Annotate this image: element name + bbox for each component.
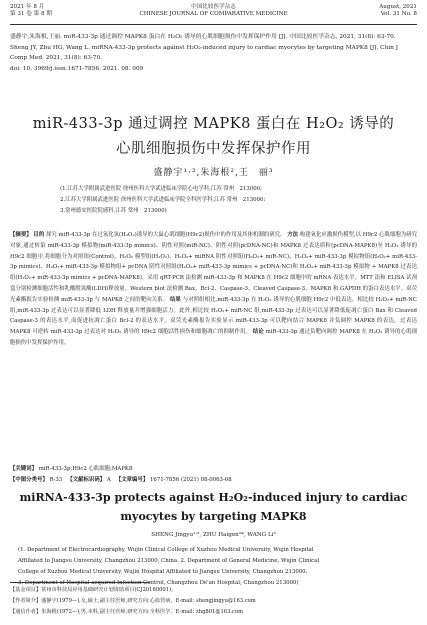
article-no-label: 【文章编号】 — [115, 476, 149, 483]
methods-text: 构建氧化应激损伤模型,以 H9c2 心肌细胞为研究对象,通过转染 miR-433-3p 模拟物(miR-433-3p mimics)、阴性对照(miR-NC)、阴性对照(pcDNA-NC)和 MAPK8 过表达质粒(pcDNA-MAPK8)至 H₂O₂ 诱导的 H9c2 细胞中,将细胞分为对照组(Control)、H₂O₂ 模型组(H₂O₂)、H₂O₂+ miRNA 阴性对照组(H₂O₂+ miR-NC)、H₂O₂+ miR-433-3p 模拟物组(H₂O₂+ miR-433-3p mimics)、H₂O₂+ miR-433-3p 模拟物组+ pcDNA 阴性对照组(H₂O₂+ miR-433-3p mimics + pcDNA-NC)和 H₂O₂+ miR-433-3p 模拟物 + MAPK8 过表达组(H₂O₂+ miR-433-3p mimics + pcDNA-MAPK8)。采用 qRT-PCR 法检测 miR-433-3p 和 MAPK8 在 H9c2 细胞中的 mRNA 表达水平。MTT 法和 ELISA 试剂盒分别检测细胞活性和乳酸脱氢酶(LDH)释放量。Western blot 法检测 Bax、Bcl-2、Caspase-3、Cleaved Caspase-3、MAPK8 和 GAPDH 的蛋白表达水平。双荧光素酶报告实验检测 miR-433-3p 与 MAPK8 之间的靶向关系。 — [10, 232, 417, 303]
footnote-funding: 【基金项目】常州市科技局应用基础研究计划资助项目(CJ20160001)。 — [10, 587, 177, 593]
header-center — [10, 4, 417, 18]
doc-code-label: 【文献标识码】 — [67, 476, 106, 483]
methods-label: 方法 — [287, 232, 299, 238]
header-volume-cn: 第 31 卷 第 8 期 — [10, 11, 52, 17]
keywords-line — [10, 464, 417, 475]
header-right — [379, 4, 417, 18]
abstract-label: 【摘要】 — [10, 232, 32, 238]
affiliation-cn-3: 3.常州德安医院院感科,江苏 常州 213000) — [60, 208, 167, 214]
journal-name-cn: 中国比较医学杂志 — [191, 4, 236, 10]
citation-en: Sheng JY, Zhu HG, Wang L. miRNA-433-3p protects against H₂O₂-induced injury to cardiac myocytes by targeting MAPK8 [J]. Chin J Comp Med, 2021, 31(8): 63-70. — [10, 44, 399, 61]
doc-code-value: A — [106, 476, 111, 483]
footnote-author-bio: 【作者简介】盛静宇(1979—),女,硕士,副主任医师,研究方向:心血管病。E-mail: shengjingyu@163.com — [10, 598, 256, 604]
results-text: 与对照组相比,miR-433-3p 在 H₂O₂ 诱导的心肌细胞 H9c2 中低表达。相比较 H₂O₂+ miR-NC 组,miR-433-3p 过表达可以显著降低 LDH 释放量并增强细胞活力。此外,相比较 H₂O₂+ miR-NC 组,miR-433-3p 过表达可以显著降低促凋亡蛋白 Bax 和 Cleaved Caspase-3 的表达水平,而促进抗凋亡蛋白 Bcl-2 的表达水平。双荧光素酶报告实验显示 miR-433-3p 可以靶向结合 MAPK8 并负调控 MAPK8 的表达。过表达 MAPK8 可逆转 miR-433-3p 过表达对 H₂O₂ 诱导的 H9c2 细胞活性损伤和细胞凋亡的抑制作用。 — [10, 296, 417, 336]
footnotes — [10, 585, 417, 618]
footnote-corresponding: 【通信作者】朱海根(1972—),男,本科,副主任医师,研究方向:全科医学。E-mail: zhg801@163.com — [10, 609, 243, 615]
doi: doi: 10. 3969/j.issn.1671-7856. 2021. 08. 009 — [10, 65, 144, 72]
keywords-label: 【关键词】 — [10, 466, 37, 472]
title-en — [10, 488, 417, 526]
clc-value: R-33 — [49, 476, 63, 483]
article-no-value: 1671-7856 (2021) 08-0063-08 — [149, 476, 232, 483]
header-volume-en: Vol. 31 No. 8 — [380, 11, 417, 17]
title-en-line1: miRNA-433-3p protects against H₂O₂-induced injury to cardiac — [19, 491, 408, 504]
citation-cn: 盛静宇,朱海根,王丽. miR-433-3p 通过调控 MAPK8 蛋白在 H₂O₂ 诱导的心肌细胞损伤中发挥保护作用 [J]. 中国比较医学杂志, 2021, 31(8): 63-70. — [10, 34, 396, 40]
authors-en: SHENG Jingyu¹·², ZHU Haigen²*, WANG Li³ — [151, 532, 276, 538]
conclusion-text: miR-433-3p 通过负靶向调控 MAPK8 在 H₂O₂ 诱导的心肌细胞损伤中发挥保护作用。 — [10, 329, 417, 346]
affiliation-en-3: College of Xuzhou Medical University, Wujin Hospital Affiliated to Jiangsu University, Changzhou 213000. — [18, 569, 308, 575]
affiliations-cn — [60, 184, 387, 217]
affiliation-cn-2: 2.江苏大学附属武进医院 徐州医科大学武进临床学院全科医学科,江苏 常州 213000; — [60, 197, 266, 203]
abstract-cn — [10, 230, 417, 349]
footnote-divider — [10, 582, 150, 583]
keywords-text: miR-433-3p;H9c2 心肌细胞;MAPK8 — [38, 466, 133, 472]
title-cn — [10, 112, 417, 162]
running-header — [10, 4, 417, 25]
clc-label: 【中图分类号】 — [10, 476, 48, 483]
title-en-line2: myocytes by targeting MAPK8 — [120, 510, 307, 523]
objective-text: 探究 miR-433-3p 在过氧化氢(H₂O₂)诱导的大鼠心肌细胞(H9c2)损伤中的作用及其体机制的研究。 — [45, 232, 286, 238]
affiliation-en-4: 3. Department of Hospital-acquired Infection Control, Changzhou De'an Hospital, Changzhou 213000) — [18, 580, 299, 586]
affiliation-en-1: (1. Department of Electrocardiography, Wujin Clinical College of Xuzhou Medical University, Wujin Hospital — [18, 547, 314, 553]
classification-line — [10, 475, 417, 486]
results-label: 结果 — [169, 296, 181, 303]
header-date: 2021 年 8 月 — [10, 4, 45, 10]
header-date-en: August, 2021 — [379, 4, 417, 10]
objective-label: 目的 — [33, 232, 45, 238]
keywords-block — [10, 464, 417, 486]
title-cn-line1: miR-433-3p 通过调控 MAPK8 蛋白在 H₂O₂ 诱导的 — [32, 116, 395, 132]
citation-block — [10, 32, 417, 74]
authors-cn: 盛静宇¹·²,朱海根²,王 丽³ — [153, 168, 274, 178]
affiliation-cn-1: (1.江苏大学附属武进医院 徐州医科大学武进临床学院心电学科,江苏 常州 213000; — [60, 186, 262, 192]
journal-name-en: CHINESE JOURNAL OF COMPARATIVE MEDICINE — [139, 11, 288, 17]
affiliation-en-2: Affiliated to Jiangsu University, Changzhou 213000, China. 2. Department of General Medicine, Wujin Clinical — [18, 558, 320, 564]
conclusion-label: 结论 — [252, 329, 264, 336]
abstract-paragraph — [10, 230, 417, 349]
title-cn-line2: 心肌细胞损伤中发挥保护作用 — [116, 141, 311, 157]
